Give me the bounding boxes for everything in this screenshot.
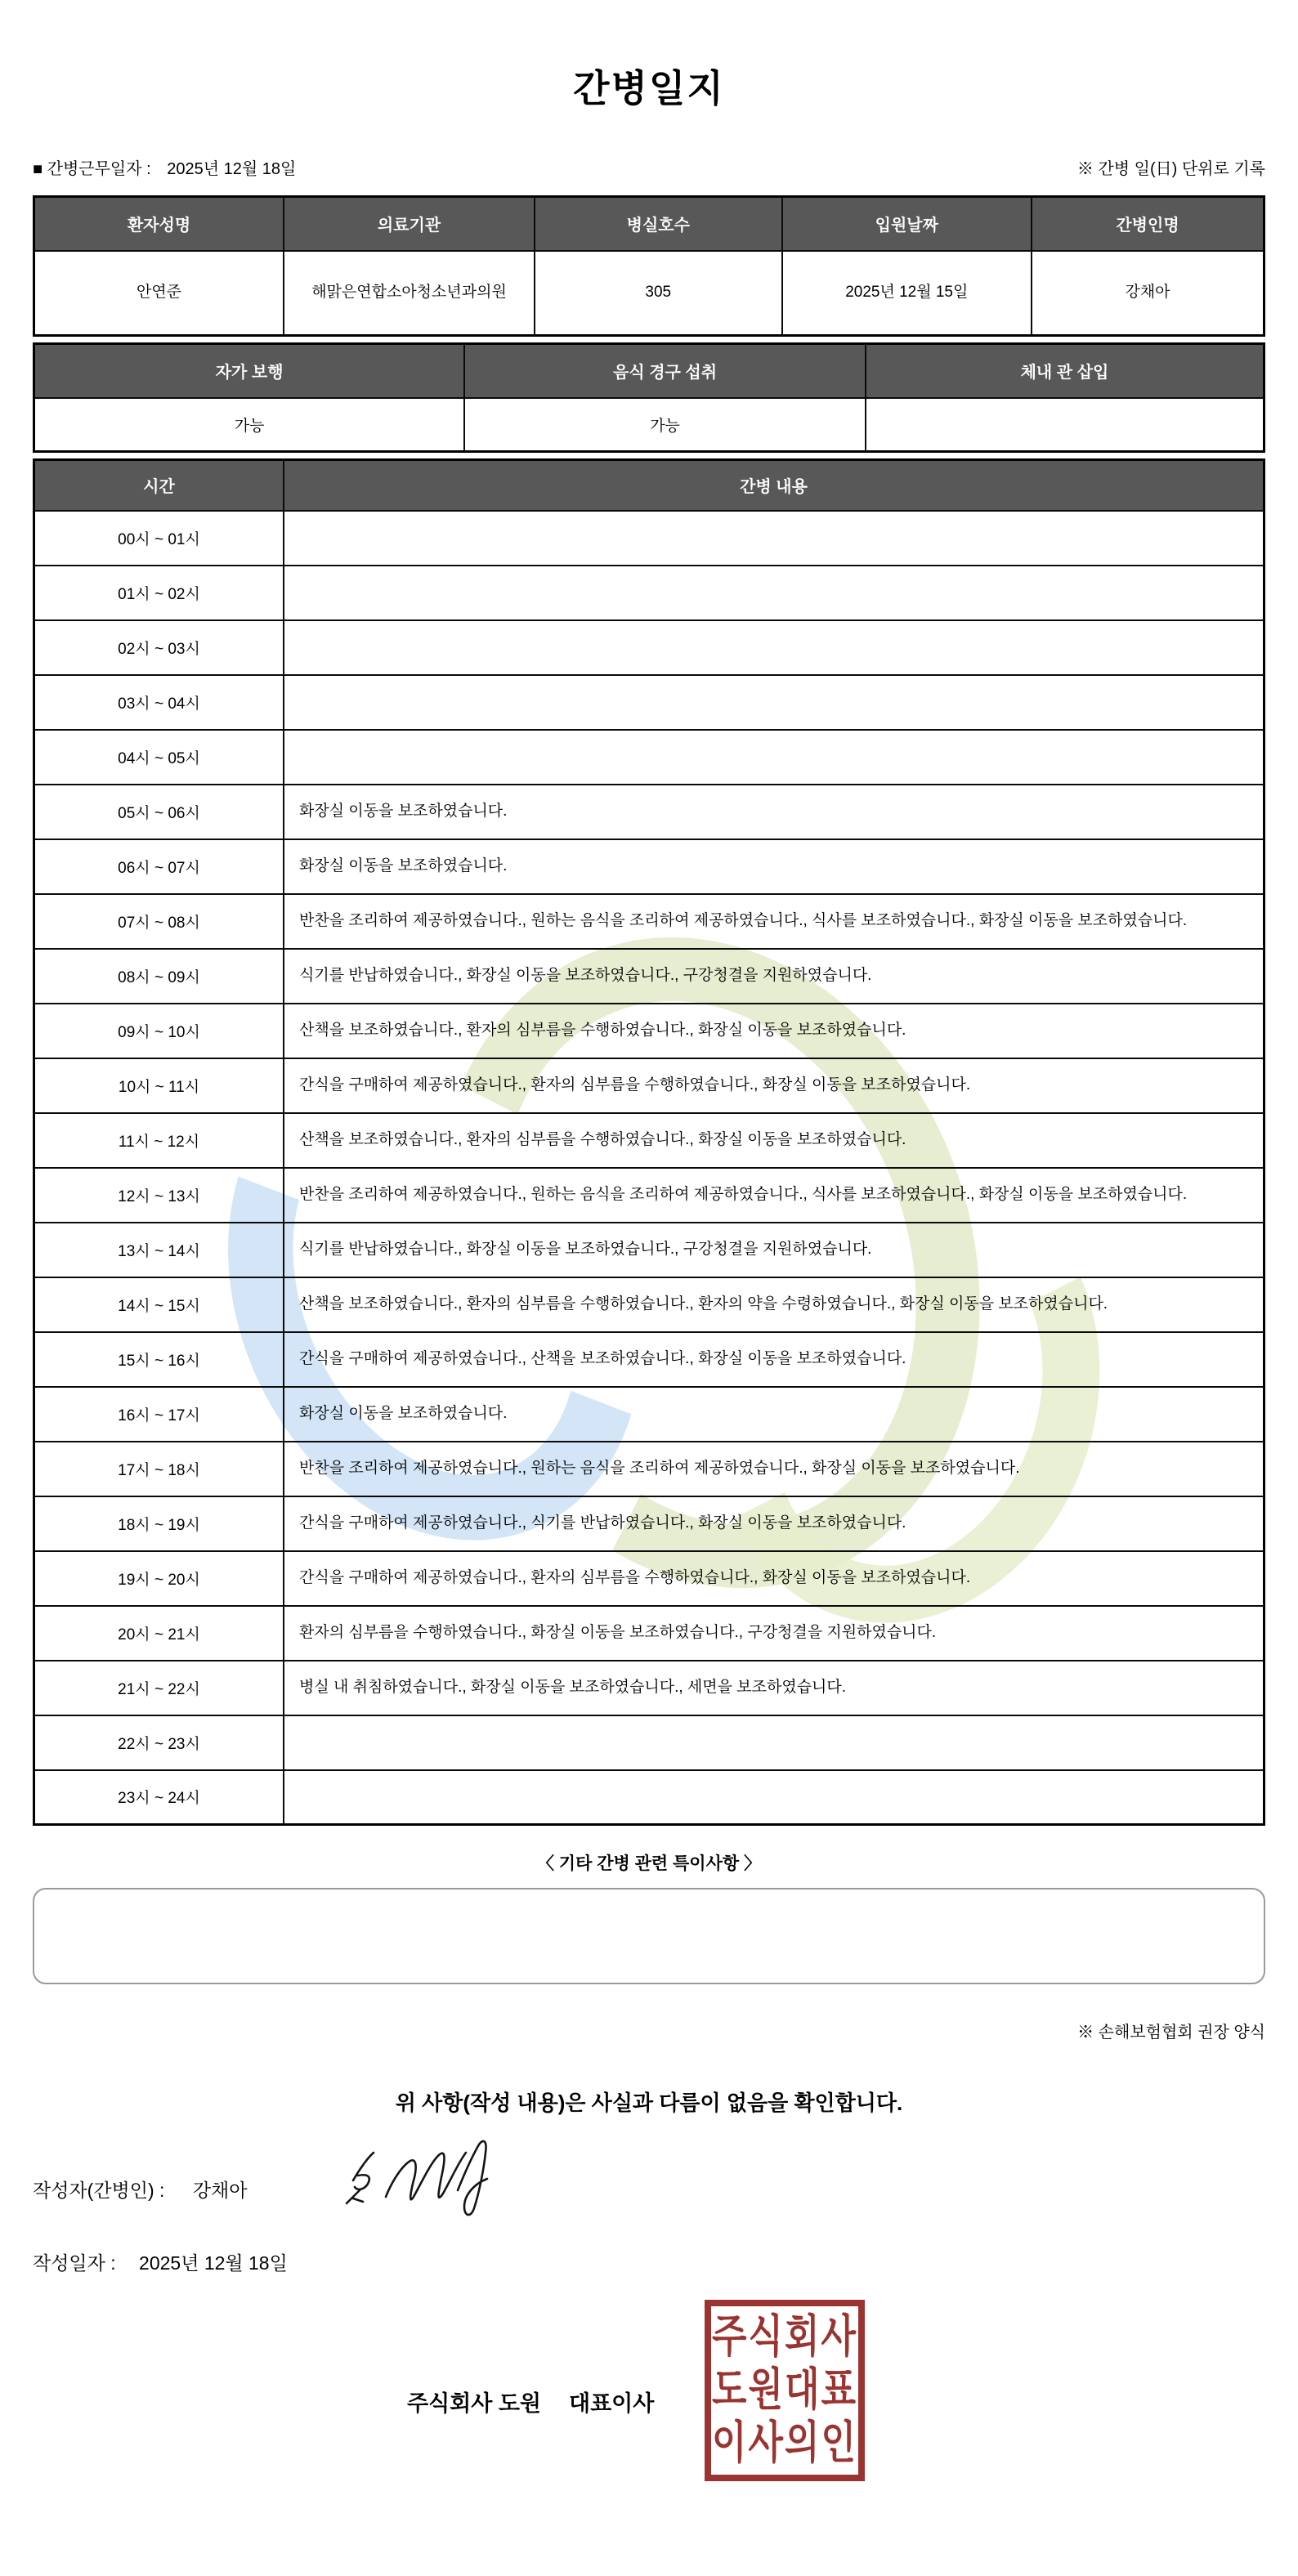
header-room-number: 병실호수 — [535, 197, 782, 251]
log-row — [34, 1004, 1264, 1058]
log-care-content — [284, 730, 1264, 785]
log-care-content: 환자의 심부름을 수행하였습니다., 화장실 이동을 보조하였습니다., 구강청결을 지원하였습니다. — [284, 1606, 1264, 1661]
header-oral-intake: 음식 경구 섭취 — [464, 344, 866, 398]
log-row — [34, 785, 1264, 839]
caregiver-name: 강채아 — [1032, 251, 1264, 336]
log-row — [34, 1551, 1264, 1606]
log-time-range: 14시 ~ 15시 — [34, 1277, 284, 1332]
log-time-range: 04시 ~ 05시 — [34, 730, 284, 785]
confirmation-statement: 위 사항(작성 내용)은 사실과 다름이 없음을 확인합니다. — [395, 2091, 903, 2115]
log-care-content: 반찬을 조리하여 제공하였습니다., 원하는 음식을 조리하여 제공하였습니다., 화장실 이동을 보조하였습니다. — [284, 1442, 1264, 1496]
log-row — [34, 1223, 1264, 1277]
log-time-range: 21시 ~ 22시 — [34, 1661, 284, 1715]
log-care-content — [284, 675, 1264, 730]
log-care-content: 식기를 반납하였습니다., 화장실 이동을 보조하였습니다., 구강청결을 지원하였습니다. — [284, 949, 1264, 1004]
special-notes-box — [33, 1888, 1265, 1984]
log-row — [34, 1496, 1264, 1551]
log-care-content: 식기를 반납하였습니다., 화장실 이동을 보조하였습니다., 구강청결을 지원하였습니다. — [284, 1223, 1264, 1277]
log-table-body — [34, 511, 1264, 1825]
log-care-content: 반찬을 조리하여 제공하였습니다., 원하는 음식을 조리하여 제공하였습니다., 식사를 보조하였습니다., 화장실 이동을 보조하였습니다. — [284, 894, 1264, 949]
meta-row — [33, 155, 1265, 179]
company-name: 주식회사 도원 — [407, 2391, 541, 2416]
written-date-value: 2025년 12월 18일 — [139, 2252, 288, 2274]
log-care-content: 산책을 보조하였습니다., 환자의 심부름을 수행하였습니다., 환자의 약을 수령하였습니다., 화장실 이동을 보조하였습니다. — [284, 1277, 1264, 1332]
ceo-title: 대표이사 — [569, 2391, 655, 2416]
written-date-line — [33, 2248, 1265, 2275]
log-care-content: 산책을 보조하였습니다., 환자의 심부름을 수행하였습니다., 화장실 이동을 보조하였습니다. — [284, 1113, 1264, 1168]
writer-name: 강채아 — [192, 2180, 248, 2201]
log-care-content — [284, 620, 1264, 675]
log-row — [34, 839, 1264, 894]
unit-note: ※ 간병 일(日) 단위로 기록 — [1076, 160, 1265, 178]
log-time-range: 03시 ~ 04시 — [34, 675, 284, 730]
log-row — [34, 949, 1264, 1004]
written-date-label: 작성일자 : — [33, 2252, 116, 2274]
log-row — [34, 894, 1264, 949]
log-row — [34, 1770, 1264, 1825]
log-time-range: 05시 ~ 06시 — [34, 785, 284, 839]
log-row — [34, 511, 1264, 566]
header-medical-institution: 의료기관 — [284, 197, 535, 251]
log-header-row — [34, 460, 1264, 511]
header-admission-date: 입원날짜 — [782, 197, 1032, 251]
log-care-content: 간식을 구매하여 제공하였습니다., 산책을 보조하였습니다., 화장실 이동을 보조하였습니다. — [284, 1332, 1264, 1387]
log-time-range: 08시 ~ 09시 — [34, 949, 284, 1004]
log-time-range: 20시 ~ 21시 — [34, 1606, 284, 1661]
status-header-row — [34, 344, 1264, 398]
stamp-line-1: 주식회사 — [712, 2312, 858, 2363]
company-line — [407, 2386, 654, 2417]
patient-info-table — [33, 195, 1265, 337]
log-row — [34, 1442, 1264, 1496]
log-care-content — [284, 566, 1264, 620]
log-care-content: 화장실 이동을 보조하였습니다. — [284, 785, 1264, 839]
log-row — [34, 675, 1264, 730]
log-row — [34, 620, 1264, 675]
page-title: 간병일지 — [573, 67, 725, 110]
log-row — [34, 1332, 1264, 1387]
log-care-content: 화장실 이동을 보조하였습니다. — [284, 839, 1264, 894]
corporate-seal-stamp — [705, 2300, 865, 2481]
log-time-range: 15시 ~ 16시 — [34, 1332, 284, 1387]
log-care-content: 간식을 구매하여 제공하였습니다., 환자의 심부름을 수행하였습니다., 화장실 이동을 보조하였습니다. — [284, 1551, 1264, 1606]
header-patient-name: 환자성명 — [34, 197, 284, 251]
log-time-range: 07시 ~ 08시 — [34, 894, 284, 949]
log-time-range: 19시 ~ 20시 — [34, 1551, 284, 1606]
header-self-walking: 자가 보행 — [34, 344, 465, 398]
special-notes-title: 〈 기타 간병 관련 특이사항 〉 — [536, 1854, 762, 1873]
log-care-content: 반찬을 조리하여 제공하였습니다., 원하는 음식을 조리하여 제공하였습니다., 식사를 보조하였습니다., 화장실 이동을 보조하였습니다. — [284, 1168, 1264, 1223]
log-row — [34, 566, 1264, 620]
log-time-range: 11시 ~ 12시 — [34, 1113, 284, 1168]
log-time-range: 01시 ~ 02시 — [34, 566, 284, 620]
log-row — [34, 1606, 1264, 1661]
oral-intake-value: 가능 — [464, 398, 866, 452]
header-time: 시간 — [34, 460, 284, 511]
room-number: 305 — [535, 251, 782, 336]
log-time-range: 18시 ~ 19시 — [34, 1496, 284, 1551]
log-care-content: 간식을 구매하여 제공하였습니다., 식기를 반납하였습니다., 화장실 이동을 보조하였습니다. — [284, 1496, 1264, 1551]
log-row — [34, 1113, 1264, 1168]
log-time-range: 09시 ~ 10시 — [34, 1004, 284, 1058]
hourly-care-log-table — [33, 458, 1265, 1826]
log-time-range: 06시 ~ 07시 — [34, 839, 284, 894]
log-row — [34, 1715, 1264, 1770]
stamp-line-2: 도원대표 — [712, 2364, 858, 2415]
patient-value-row — [34, 251, 1264, 336]
caregiver-signature — [335, 2133, 523, 2231]
work-date-line — [33, 155, 296, 179]
log-time-range: 16시 ~ 17시 — [34, 1387, 284, 1442]
log-row — [34, 730, 1264, 785]
log-care-content: 간식을 구매하여 제공하였습니다., 환자의 심부름을 수행하였습니다., 화장실 이동을 보조하였습니다. — [284, 1058, 1264, 1113]
writer-label: 작성자(간병인) : — [33, 2180, 165, 2201]
stamp-line-3: 이사의인 — [712, 2417, 858, 2468]
company-seal-row — [0, 2300, 1298, 2512]
patient-status-table — [33, 342, 1265, 453]
log-time-range: 13시 ~ 14시 — [34, 1223, 284, 1277]
log-care-content — [284, 1715, 1264, 1770]
log-care-content: 산책을 보조하였습니다., 환자의 심부름을 수행하였습니다., 화장실 이동을 보조하였습니다. — [284, 1004, 1264, 1058]
log-row — [34, 1661, 1264, 1715]
writer-line — [33, 2176, 1265, 2203]
log-care-content — [284, 1770, 1264, 1825]
log-row — [34, 1168, 1264, 1223]
log-row — [34, 1277, 1264, 1332]
patient-name: 안연준 — [34, 251, 284, 336]
log-care-content — [284, 511, 1264, 566]
tube-inserted-value — [866, 398, 1264, 452]
log-time-range: 12시 ~ 13시 — [34, 1168, 284, 1223]
self-walking-value: 가능 — [34, 398, 465, 452]
log-row — [34, 1058, 1264, 1113]
log-time-range: 17시 ~ 18시 — [34, 1442, 284, 1496]
header-caregiver-name: 간병인명 — [1032, 197, 1264, 251]
admission-date: 2025년 12월 15일 — [782, 251, 1032, 336]
patient-header-row — [34, 197, 1264, 251]
header-care-content: 간병 내용 — [284, 460, 1264, 511]
log-time-range: 23시 ~ 24시 — [34, 1770, 284, 1825]
log-time-range: 22시 ~ 23시 — [34, 1715, 284, 1770]
work-date-value: 2025년 12월 18일 — [167, 160, 297, 178]
status-value-row — [34, 398, 1264, 452]
recommended-form-note: ※ 손해보험협회 권장 양식 — [1077, 2024, 1265, 2042]
log-care-content: 병실 내 취침하였습니다., 화장실 이동을 보조하였습니다., 세면을 보조하였습니다. — [284, 1661, 1264, 1715]
log-time-range: 02시 ~ 03시 — [34, 620, 284, 675]
medical-institution: 해맑은연합소아청소년과의원 — [284, 251, 535, 336]
log-time-range: 10시 ~ 11시 — [34, 1058, 284, 1113]
log-care-content: 화장실 이동을 보조하였습니다. — [284, 1387, 1264, 1442]
log-row — [34, 1387, 1264, 1442]
work-date-label: ■ 간병근무일자 : — [33, 160, 151, 178]
log-time-range: 00시 ~ 01시 — [34, 511, 284, 566]
header-tube-inserted: 체내 관 삽입 — [866, 344, 1264, 398]
